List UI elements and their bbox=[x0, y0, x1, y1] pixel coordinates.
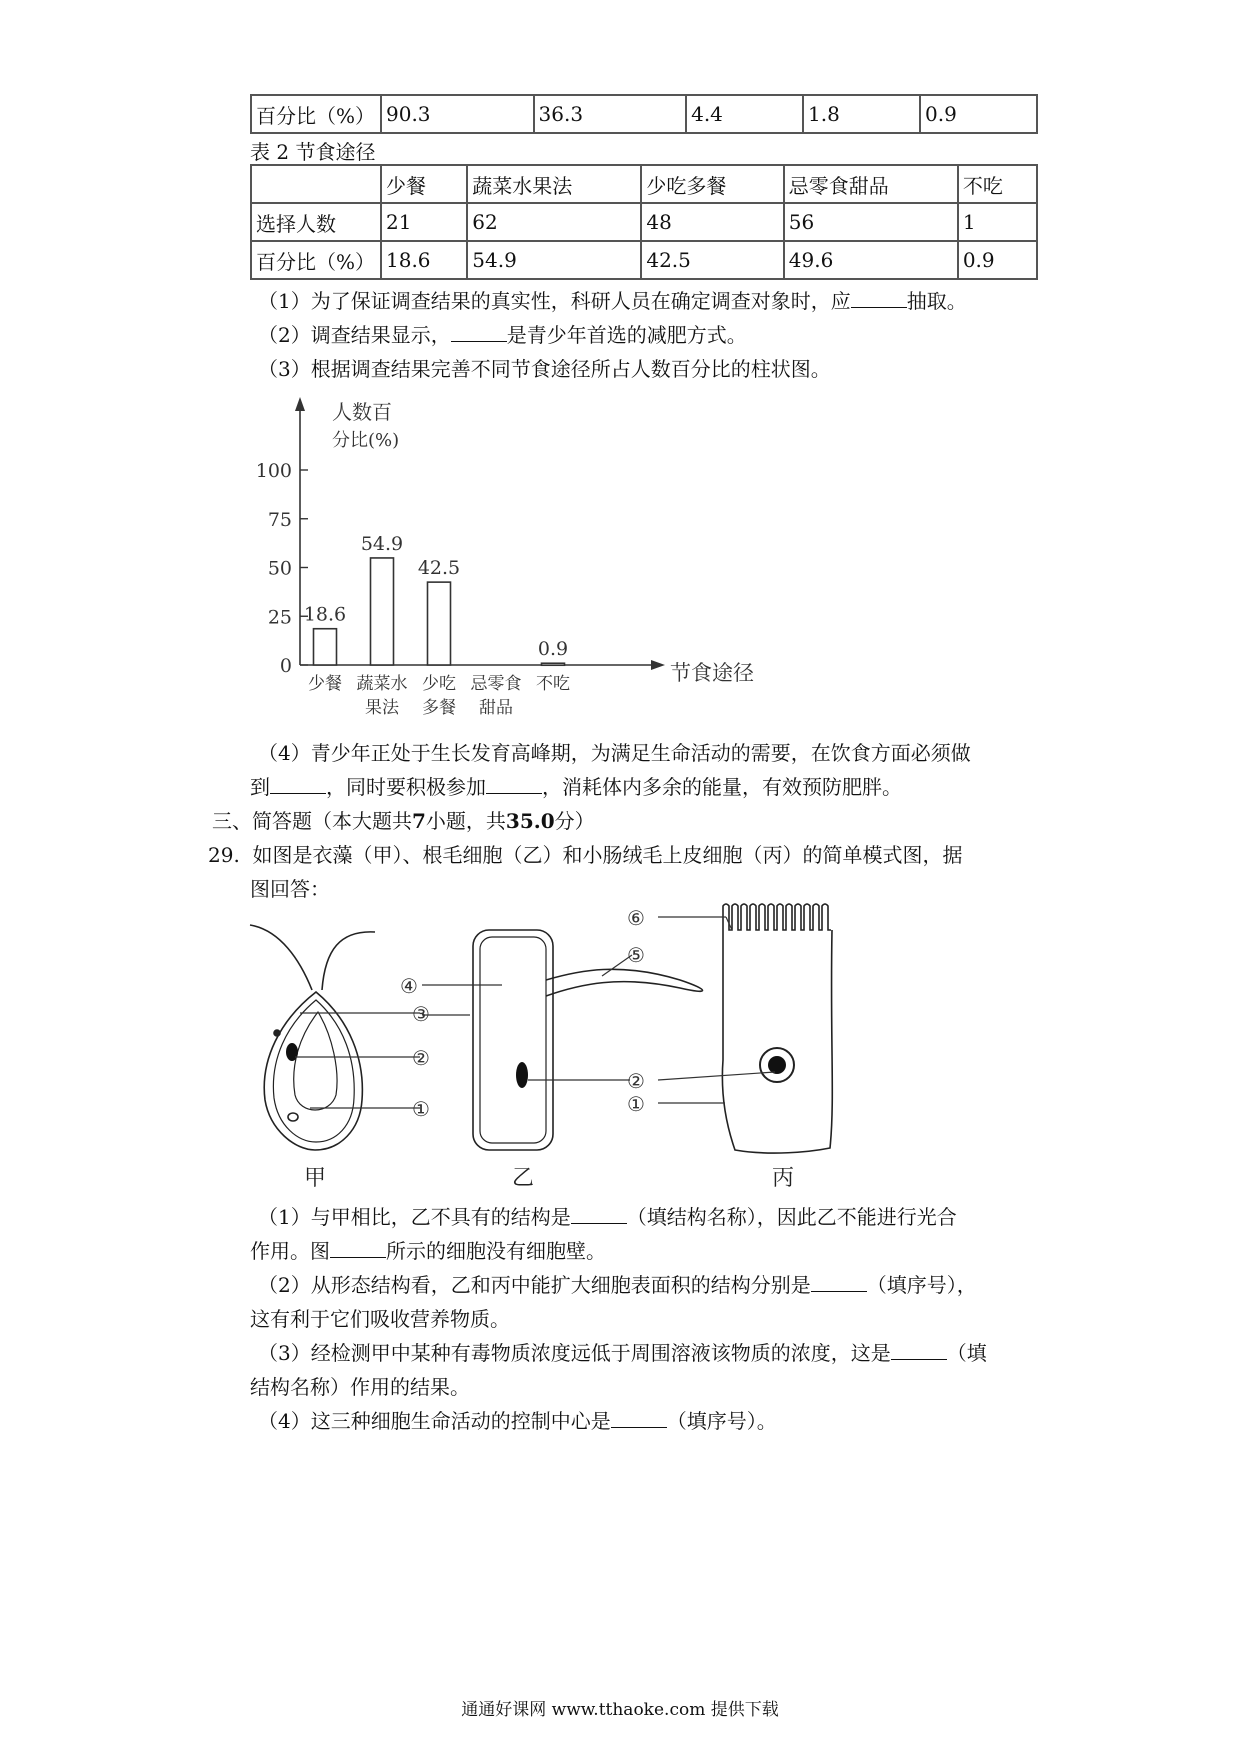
x-categories bbox=[308, 673, 570, 715]
x-tick-label: 忌零食 bbox=[470, 674, 522, 694]
q29-part3-text: （3）经检测甲中某种有毒物质浓度远低于周围溶液该物质的浓度，这是 bbox=[258, 1341, 891, 1365]
q29-part1-text: （1）与甲相比，乙不具有的结构是 bbox=[258, 1205, 571, 1229]
flagellum bbox=[322, 932, 375, 990]
question-count: 7 bbox=[412, 809, 426, 833]
table-cell: 42.5 bbox=[641, 241, 783, 279]
section-heading bbox=[212, 804, 595, 838]
y-axis-arrow-icon bbox=[295, 397, 305, 411]
marker-1: ① bbox=[627, 1092, 645, 1116]
q29-part1-text: （填结构名称），因此乙不能进行光合 bbox=[626, 1205, 957, 1229]
cell-labels bbox=[304, 1166, 794, 1190]
bar bbox=[542, 663, 565, 665]
root-hair-cell bbox=[473, 930, 703, 1150]
q29-part2-cont: 这有利于它们吸收营养物质。 bbox=[250, 1307, 510, 1331]
microvilli bbox=[723, 904, 831, 930]
answer-blank[interactable] bbox=[851, 289, 907, 308]
answer-blank[interactable] bbox=[891, 1341, 947, 1360]
table-cell: 49.6 bbox=[784, 241, 958, 279]
table-cell: 0.9 bbox=[920, 95, 1037, 133]
answer-blank[interactable] bbox=[451, 323, 507, 342]
epithelial-cell bbox=[722, 904, 832, 1153]
data-label: 18.6 bbox=[303, 603, 347, 626]
bar-chart bbox=[240, 395, 780, 715]
table-row bbox=[251, 95, 1037, 133]
markers bbox=[400, 906, 645, 1121]
y-axis-label: 人数百 bbox=[332, 400, 392, 424]
x-tick-label: 蔬菜水 bbox=[356, 674, 408, 694]
x-tick-label: 果法 bbox=[365, 698, 399, 715]
cell-membrane bbox=[722, 930, 832, 1153]
y-tick-label: 50 bbox=[267, 557, 292, 580]
q29-part2 bbox=[258, 1268, 977, 1302]
table-cell: 48 bbox=[641, 203, 783, 241]
q29-part3-cont: 结构名称）作用的结果。 bbox=[250, 1375, 470, 1399]
q28-part2-text-end: 是青少年首选的减肥方式。 bbox=[506, 323, 747, 347]
root-hair bbox=[546, 969, 703, 996]
q29-stem-text: 如图是衣藻（甲）、根毛细胞（乙）和小肠绒毛上皮细胞（丙）的简单模式图，据 bbox=[252, 843, 963, 867]
marker-4: ④ bbox=[400, 974, 418, 998]
y-tick-label: 75 bbox=[267, 508, 292, 531]
data-label: 42.5 bbox=[417, 557, 461, 580]
q28-part2-text: （2）调查结果显示， bbox=[258, 323, 451, 347]
x-tick-label: 少餐 bbox=[308, 674, 342, 694]
q28-part3: （3）根据调查结果完善不同节食途径所占人数百分比的柱状图。 bbox=[258, 357, 831, 381]
y-axis-label: 分比(%) bbox=[332, 430, 400, 451]
q29-part4-text: （4）这三种细胞生命活动的控制中心是 bbox=[258, 1409, 611, 1433]
q29-part1-cont bbox=[250, 1234, 606, 1268]
q28-part4-text: 到 bbox=[250, 775, 270, 799]
table-cell: 90.3 bbox=[381, 95, 534, 133]
q28-part4-cont bbox=[250, 770, 902, 804]
table-cell: 1 bbox=[958, 203, 1037, 241]
table-cell: 21 bbox=[381, 203, 467, 241]
leader-line bbox=[658, 1072, 775, 1080]
x-axis-arrow-icon bbox=[651, 660, 665, 670]
table-cell: 62 bbox=[467, 203, 641, 241]
q28-part2 bbox=[258, 318, 747, 352]
table-cell: 18.6 bbox=[381, 241, 467, 279]
nucleolus bbox=[768, 1056, 786, 1074]
y-tick-label: 0 bbox=[279, 655, 292, 677]
table-cell: 54.9 bbox=[467, 241, 641, 279]
q28-part1 bbox=[258, 284, 967, 318]
table-cell bbox=[251, 165, 381, 203]
q29-part3 bbox=[258, 1336, 987, 1370]
cell-diagram bbox=[240, 900, 1040, 1190]
table2-caption: 表 2 节食途径 bbox=[250, 140, 376, 164]
chlamydomonas-cell bbox=[250, 925, 375, 1150]
table-cell: 选择人数 bbox=[251, 203, 381, 241]
answer-blank[interactable] bbox=[330, 1239, 386, 1258]
x-tick-label: 甜品 bbox=[479, 698, 513, 715]
eyespot bbox=[274, 1030, 280, 1036]
answer-blank[interactable] bbox=[270, 775, 326, 794]
section-heading-text: 小题，共 bbox=[425, 809, 506, 833]
nucleus bbox=[286, 1043, 298, 1061]
label-yi: 乙 bbox=[512, 1166, 535, 1190]
q28-part4-text: ，同时要积极参加 bbox=[326, 775, 486, 799]
table-cell: 0.9 bbox=[958, 241, 1037, 279]
table-cell: 1.8 bbox=[803, 95, 920, 133]
q29-part2-text: （2）从形态结构看，乙和丙中能扩大细胞表面积的结构分别是 bbox=[258, 1273, 811, 1297]
bar bbox=[371, 558, 394, 665]
table-cell: 百分比（%） bbox=[251, 95, 381, 133]
table-cell: 忌零食甜品 bbox=[784, 165, 958, 203]
answer-blank[interactable] bbox=[611, 1409, 667, 1428]
table-cell: 36.3 bbox=[534, 95, 687, 133]
x-tick-label: 不吃 bbox=[536, 674, 570, 694]
nucleus bbox=[516, 1062, 528, 1088]
table1 bbox=[250, 94, 1038, 134]
total-score: 35.0 bbox=[505, 809, 555, 833]
x-axis-label: 节食途径 bbox=[670, 661, 754, 685]
table-cell: 56 bbox=[784, 203, 958, 241]
marker-1: ① bbox=[412, 1097, 430, 1121]
q29-part4 bbox=[258, 1404, 777, 1438]
q28-part1-text: （1）为了保证调查结果的真实性，科研人员在确定调查对象时，应 bbox=[258, 289, 851, 313]
q29-part2-text: （填序号）， bbox=[866, 1273, 977, 1297]
y-tick-label: 25 bbox=[267, 606, 292, 629]
table-cell: 4.4 bbox=[686, 95, 803, 133]
q28-part1-text-end: 抽取。 bbox=[906, 289, 967, 313]
bar bbox=[428, 582, 451, 665]
bar bbox=[314, 629, 337, 665]
table-cell: 蔬菜水果法 bbox=[467, 165, 641, 203]
marker-3: ③ bbox=[412, 1002, 430, 1026]
section-heading-text: 三、简答题（本大题共 bbox=[212, 809, 412, 833]
q29-part1-text: 所示的细胞没有细胞壁。 bbox=[386, 1239, 606, 1263]
flagellum bbox=[250, 925, 312, 990]
q28-part4: （4）青少年正处于生长发育高峰期，为满足生命活动的需要，在饮食方面必须做 bbox=[258, 741, 971, 765]
cell-membrane bbox=[480, 937, 546, 1143]
section-heading-text: 分） bbox=[554, 809, 595, 833]
q29-part3-text: （填 bbox=[946, 1341, 987, 1365]
marker-6: ⑥ bbox=[627, 906, 645, 930]
table-row bbox=[251, 203, 1037, 241]
table-cell: 不吃 bbox=[958, 165, 1037, 203]
q28-part4-text: ，消耗体内多余的能量，有效预防肥胖。 bbox=[542, 775, 902, 799]
q29-part1-text: 作用。图 bbox=[250, 1239, 330, 1263]
label-bing: 丙 bbox=[772, 1166, 795, 1190]
table-cell: 百分比（%） bbox=[251, 241, 381, 279]
data-label: 54.9 bbox=[360, 532, 404, 555]
q29-stem-cont: 图回答： bbox=[250, 877, 330, 901]
marker-5: ⑤ bbox=[627, 943, 645, 967]
pyrenoid bbox=[288, 1113, 298, 1121]
q29-stem bbox=[208, 838, 963, 872]
page-footer: 通通好课网 www.tthaoke.com 提供下载 bbox=[461, 1700, 779, 1720]
chloroplast bbox=[294, 1012, 337, 1110]
table-cell: 少吃多餐 bbox=[641, 165, 783, 203]
question-number: 29. bbox=[208, 843, 240, 867]
table2 bbox=[250, 164, 1038, 280]
q29-part4-text: （填序号）。 bbox=[666, 1409, 777, 1433]
table-row bbox=[251, 241, 1037, 279]
y-tick-label: 100 bbox=[255, 460, 292, 482]
cell-wall bbox=[473, 930, 553, 1150]
leader-lines bbox=[295, 917, 775, 1108]
marker-2: ② bbox=[412, 1046, 430, 1070]
marker-2: ② bbox=[627, 1069, 645, 1093]
data-label: 0.9 bbox=[537, 638, 569, 661]
answer-blank[interactable] bbox=[486, 775, 542, 794]
x-tick-label: 多餐 bbox=[422, 698, 456, 715]
table-cell: 少餐 bbox=[381, 165, 467, 203]
q29-part1 bbox=[258, 1200, 957, 1234]
answer-blank[interactable] bbox=[571, 1205, 627, 1224]
cell-wall bbox=[264, 992, 362, 1150]
table-header-row bbox=[251, 165, 1037, 203]
x-tick-label: 少吃 bbox=[422, 674, 456, 694]
bars bbox=[304, 533, 568, 665]
answer-blank[interactable] bbox=[811, 1273, 867, 1292]
label-jia: 甲 bbox=[304, 1166, 327, 1190]
